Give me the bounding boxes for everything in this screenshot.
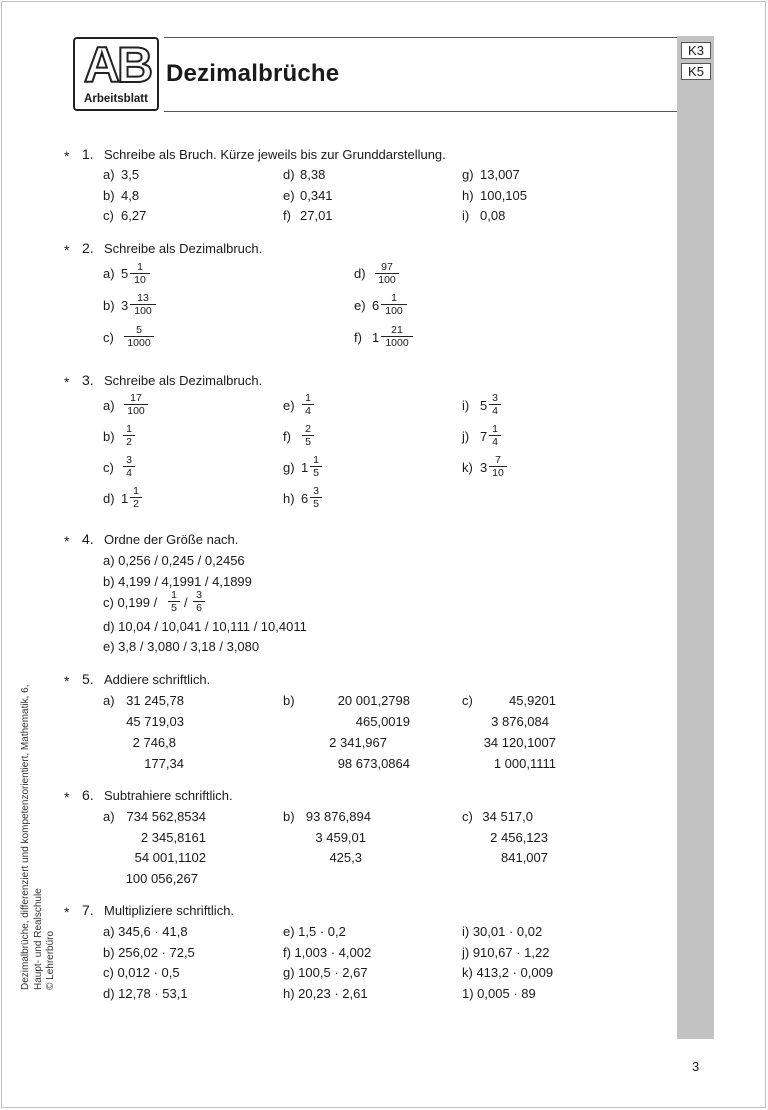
task-number: 3.: [82, 372, 94, 388]
item-label: b): [283, 693, 295, 708]
item-label: h): [462, 188, 474, 203]
competence-tag-k3: K3: [681, 42, 711, 59]
subtrahend: 425,3: [329, 850, 362, 865]
item-label: d): [283, 167, 295, 182]
task-instruction: Subtrahiere schriftlich.: [104, 788, 233, 803]
task-number: 7.: [82, 902, 94, 918]
item-label: k): [462, 460, 473, 475]
whole-number: 3: [480, 460, 488, 475]
numerator: 1: [305, 392, 311, 404]
fraction: [375, 261, 399, 286]
footer-copyright: © Lehrerbüro: [45, 930, 56, 990]
item-label: c): [462, 809, 473, 824]
logo-caption: Arbeitsblatt: [84, 93, 148, 105]
multiplication-item: c) 0,012 · 0,5: [103, 965, 180, 980]
ordering-item: d) 10,04 / 10,041 / 10,111 / 10,4011: [103, 619, 307, 634]
item-label: h): [283, 491, 295, 506]
denominator: 100: [381, 304, 407, 317]
numerator: 3: [492, 392, 498, 404]
addend: 2 746,8: [132, 735, 176, 750]
addend: 465,0019: [355, 714, 410, 729]
item-label: c): [462, 693, 473, 708]
page-number: 3: [692, 1059, 700, 1074]
minuend: 34 517,0: [482, 809, 533, 824]
numerator: 17: [130, 392, 142, 404]
fraction: [168, 589, 180, 614]
fraction: [310, 485, 322, 510]
numerator: 3: [126, 454, 132, 466]
whole-number: 5: [480, 398, 488, 413]
fraction: [302, 392, 314, 417]
multiplication-item: e) 1,5 · 0,2: [283, 924, 346, 939]
addend: 2 341,967: [329, 735, 387, 750]
item-label: e): [354, 298, 366, 313]
denominator: 100: [375, 273, 399, 286]
item-value: 0,08: [480, 208, 506, 223]
difficulty-star: *: [64, 673, 70, 689]
fraction: [381, 292, 407, 317]
fraction: [130, 485, 142, 510]
item-value: 0,341: [300, 188, 333, 203]
item-label: a): [103, 809, 115, 824]
vertical-footer-text: [20, 680, 56, 990]
fraction: [489, 454, 507, 479]
multiplication-item: f) 1,003 · 4,002: [283, 945, 372, 960]
numerator: 1: [171, 589, 177, 601]
difficulty-star: *: [64, 242, 70, 258]
addend: 31 245,78: [126, 693, 184, 708]
numerator: 1: [137, 261, 143, 273]
item-label: e): [283, 398, 295, 413]
item-label: b): [103, 188, 115, 203]
addend: 3 876,084: [491, 714, 549, 729]
item-label: f): [283, 208, 291, 223]
header-rule-top: [164, 37, 682, 38]
item-value: 3,5: [121, 167, 140, 182]
fraction: [130, 292, 156, 317]
task-number: 1.: [82, 146, 94, 162]
subtrahend: 54 001,1102: [134, 850, 206, 865]
numerator: 2: [305, 423, 311, 435]
whole-number: 6: [372, 298, 380, 313]
item-value: 13,007: [480, 167, 520, 182]
ab-logo: [73, 37, 159, 111]
page-title: Dezimalbrüche: [166, 60, 340, 87]
addend: 20 001,2798: [337, 693, 410, 708]
denominator: 1000: [124, 336, 154, 349]
item-label: b): [103, 298, 115, 313]
item-value: 27,01: [300, 208, 333, 223]
whole-number: 6: [301, 491, 309, 506]
item-label: b): [103, 429, 115, 444]
multiplication-item: b) 256,02 · 72,5: [103, 945, 195, 960]
difficulty-star: *: [64, 904, 70, 920]
item-label: e): [283, 188, 295, 203]
grey-sidebar: [677, 36, 714, 1039]
addend: 45 719,03: [126, 714, 184, 729]
task-instruction: Addiere schriftlich.: [104, 672, 211, 687]
ordering-item: e) 3,8 / 3,080 / 3,18 / 3,080: [103, 639, 260, 654]
item-label: f): [283, 429, 291, 444]
item-label: d): [354, 266, 366, 281]
header-rule-bottom: [164, 111, 682, 112]
item-label: g): [462, 167, 474, 182]
item-label: j): [462, 429, 470, 444]
numerator: 3: [313, 485, 319, 497]
task-number: 6.: [82, 787, 94, 803]
item-label: a): [103, 398, 115, 413]
item-value: 6,27: [121, 208, 147, 223]
denominator: 10: [489, 466, 507, 479]
numerator: 1: [391, 292, 397, 304]
task-instruction: Schreibe als Bruch. Kürze jeweils bis zur Grunddarstellung.: [104, 147, 446, 162]
numerator: 21: [391, 324, 403, 336]
multiplication-item: g) 100,5 · 2,67: [283, 965, 368, 980]
item-label: c): [103, 330, 114, 345]
denominator: 5: [302, 435, 314, 448]
separator: /: [184, 595, 188, 610]
item-label: a): [103, 693, 115, 708]
numerator: 97: [381, 261, 393, 273]
item-label: d): [103, 491, 115, 506]
item-label: a): [103, 266, 115, 281]
denominator: 1000: [381, 336, 413, 349]
numerator: 1: [126, 423, 132, 435]
fraction: [489, 423, 501, 448]
minuend: 93 876,894: [305, 809, 371, 824]
denominator: 2: [130, 497, 142, 510]
item-value: 100,105: [480, 188, 527, 203]
denominator: 4: [489, 435, 501, 448]
fraction: [123, 423, 135, 448]
item-label: c): [103, 460, 114, 475]
item-label: g): [283, 460, 295, 475]
denominator: 100: [124, 404, 148, 417]
competence-tag-k5: K5: [681, 63, 711, 80]
footer-source: Dezimalbrüche, differenziert und kompetenzorientiert, Mathematik, 6, Haupt- und Realschule: [20, 684, 44, 990]
whole-number: 3: [121, 298, 129, 313]
multiplication-item: k) 413,2 · 0,009: [462, 965, 554, 980]
multiplication-item: j) 910,67 · 1,22: [462, 945, 550, 960]
fraction: [130, 261, 150, 286]
numerator: 1: [133, 485, 139, 497]
whole-number: 1: [301, 460, 309, 475]
task-instruction: Schreibe als Dezimalbruch.: [104, 373, 263, 388]
numerator: 7: [495, 454, 501, 466]
multiplication-item: i) 30,01 · 0,02: [462, 924, 543, 939]
denominator: 4: [302, 404, 314, 417]
ordering-item: a) 0,256 / 0,245 / 0,2456: [103, 553, 245, 568]
subtrahend: 3 459,01: [315, 830, 366, 845]
ordering-item: b) 4,199 / 4,1991 / 4,1899: [103, 574, 252, 589]
item-label: c): [103, 208, 114, 223]
numerator: 13: [137, 292, 149, 304]
difficulty-star: *: [64, 533, 70, 549]
item-label: i): [462, 208, 470, 223]
item-value: 4,8: [121, 188, 140, 203]
difficulty-star: *: [64, 148, 70, 164]
ordering-item: c) 0,199 /: [103, 595, 158, 610]
logo-letters: AB: [83, 37, 151, 93]
numerator: 1: [492, 423, 498, 435]
difficulty-star: *: [64, 374, 70, 390]
multiplication-item: 1) 0,005 · 89: [462, 986, 536, 1001]
addend: 98 673,0864: [337, 756, 410, 771]
addend: 34 120,1007: [483, 735, 556, 750]
multiplication-item: a) 345,6 · 41,8: [103, 924, 188, 939]
multiplication-item: h) 20,23 · 2,61: [283, 986, 368, 1001]
subtrahend: 100 056,267: [125, 871, 198, 886]
item-label: b): [283, 809, 295, 824]
numerator: 1: [313, 454, 319, 466]
item-label: a): [103, 167, 115, 182]
item-label: i): [462, 398, 470, 413]
fraction: [124, 392, 148, 417]
task-instruction: Ordne der Größe nach.: [104, 532, 239, 547]
whole-number: 1: [372, 330, 380, 345]
item-value: 8,38: [300, 167, 326, 182]
task-instruction: Schreibe als Dezimalbruch.: [104, 241, 263, 256]
difficulty-star: *: [64, 789, 70, 805]
fraction: [123, 454, 135, 479]
fraction: [381, 324, 413, 349]
denominator: 5: [310, 466, 322, 479]
whole-number: 5: [121, 266, 129, 281]
denominator: 5: [168, 601, 180, 614]
denominator: 4: [123, 466, 135, 479]
denominator: 2: [123, 435, 135, 448]
subtrahend: 841,007: [501, 850, 548, 865]
fraction: [302, 423, 314, 448]
addend: 1 000,1111: [493, 756, 556, 771]
minuend: 734 562,8534: [126, 809, 206, 824]
fraction: [489, 392, 501, 417]
task-number: 2.: [82, 240, 94, 256]
denominator: 5: [310, 497, 322, 510]
task-number: 5.: [82, 671, 94, 687]
fraction: [310, 454, 322, 479]
subtrahend: 2 456,123: [490, 830, 548, 845]
whole-number: 1: [121, 491, 129, 506]
denominator: 100: [130, 304, 156, 317]
whole-number: 7: [480, 429, 488, 444]
denominator: 6: [193, 601, 205, 614]
task-instruction: Multipliziere schriftlich.: [104, 903, 235, 918]
denominator: 10: [130, 273, 150, 286]
task-number: 4.: [82, 531, 94, 547]
numerator: 5: [136, 324, 142, 336]
fraction: [193, 589, 205, 614]
item-label: f): [354, 330, 362, 345]
fraction: [124, 324, 154, 349]
denominator: 4: [489, 404, 501, 417]
subtrahend: 2 345,8161: [140, 830, 206, 845]
addend: 45,9201: [509, 693, 556, 708]
addend: 177,34: [144, 756, 184, 771]
numerator: 3: [196, 589, 202, 601]
multiplication-item: d) 12,78 · 53,1: [103, 986, 188, 1001]
